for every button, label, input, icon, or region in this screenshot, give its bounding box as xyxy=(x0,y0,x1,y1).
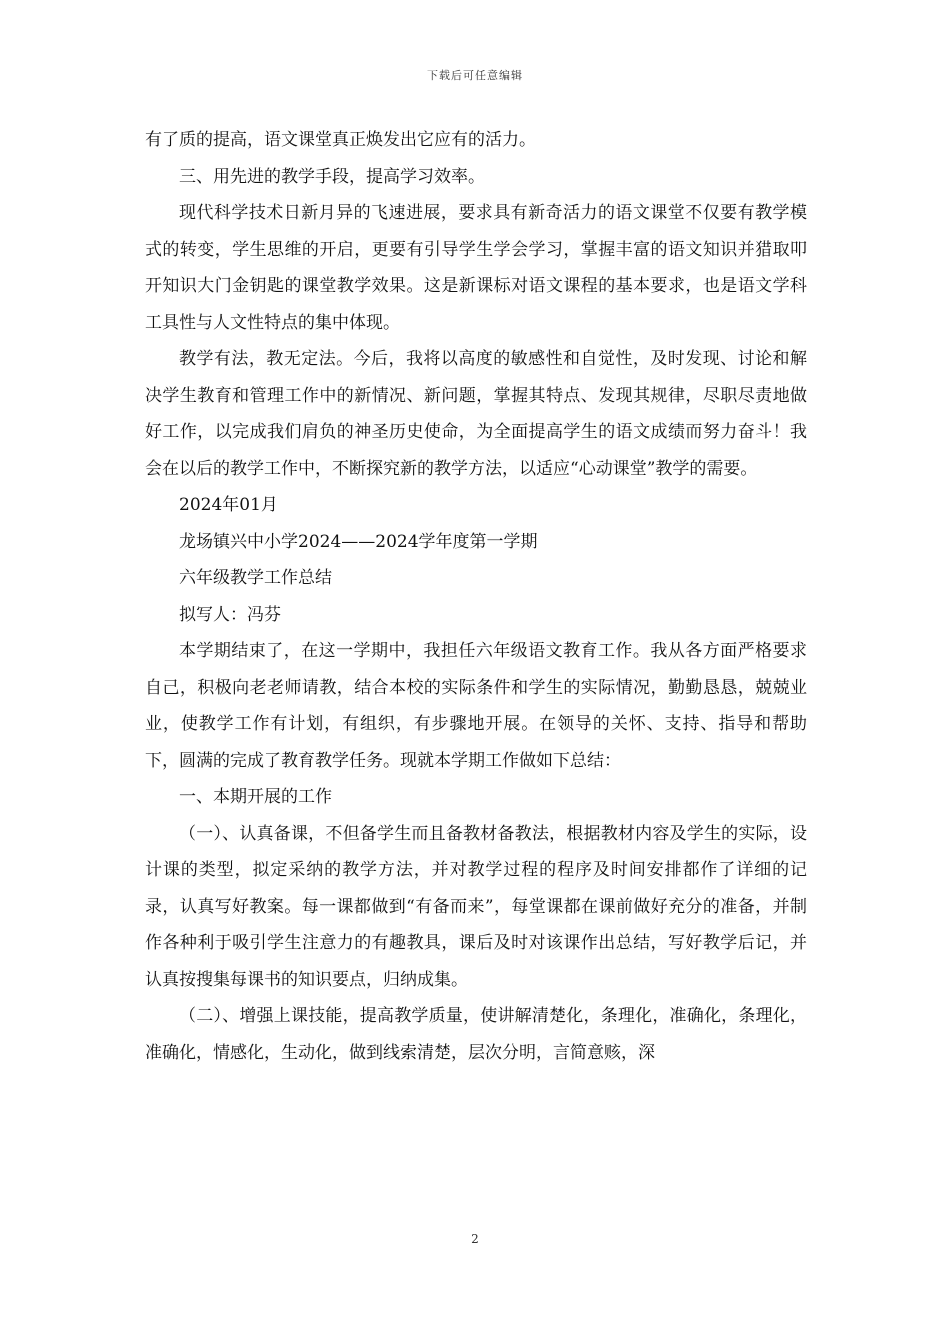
summary-title: 六年级教学工作总结 xyxy=(179,568,332,588)
section-heading-1: 一、本期开展的工作 xyxy=(179,787,332,807)
school-term-line: 龙场镇兴中小学2024——2024学年度第一学期 xyxy=(179,531,538,552)
paragraph-item-2: （二）、增强上课技能，提高教学质量，使讲解清楚化，条理化，准确化，条理化，准确化，情感化，生动化，做到线索清楚，层次分明，言简意赅，深 xyxy=(145,1006,807,1063)
date-line: 2024年01月 xyxy=(179,495,278,515)
page-number: 2 xyxy=(471,1232,479,1246)
page-header: 下载后可任意编辑 xyxy=(427,69,523,82)
section-heading-3: 三、用先进的教学手段，提高学习效率。 xyxy=(179,166,485,187)
paragraph-technology: 现代科学技术日新月异的飞速进展，要求具有新奇活力的语文课堂不仅要有教学模式的转变，学生思维的开启，更要有引导学生学会学习，掌握丰富的语文知识并猎取叩开知识大门金钥匙的课堂教学效果。这是新课标对语文课程的基本要求，也是语文学科工具性与人文性特点的集中体现。 xyxy=(145,203,807,333)
paragraph-intro: 本学期结束了，在这一学期中，我担任六年级语文教育工作。我从各方面严格要求自己，积极向老老师请教，结合本校的实际条件和学生的实际情况，勤勤恳恳，兢兢业业，使教学工作有计划，有组织，有步骤地开展。在领导的关怀、支持、指导和帮助下，圆满的完成了教育教学任务。现就本学期工作做如下总结： xyxy=(145,641,807,771)
document-body xyxy=(145,122,807,1071)
paragraph-continuation: 有了质的提高，语文课堂真正焕发出它应有的活力。 xyxy=(145,130,536,150)
paragraph-item-1: （一）、认真备课，不但备学生而且备教材备教法，根据教材内容及学生的实际，设计课的类型，拟定采纳的教学方法，并对教学过程的程序及时间安排都作了详细的记录，认真写好教案。每一课都做到“有备而来”，每堂课都在课前做好充分的准备，并制作各种利于吸引学生注意力的有趣教具，课后及时对该课作出总结，写好教学后记，并认真按搜集每课书的知识要点，归纳成集。 xyxy=(145,823,807,990)
paragraph-teaching-method: 教学有法，教无定法。今后，我将以高度的敏感性和自觉性，及时发现、讨论和解决学生教育和管理工作中的新情况、新问题，掌握其特点、发现其规律，尽职尽责地做好工作，以完成我们肩负的神圣历史使命，为全面提高学生的语文成绩而努力奋斗！我会在以后的教学工作中，不断探究新的教学方法，以适应“心动课堂”教学的需要。 xyxy=(145,349,807,479)
author-line: 拟写人：冯芬 xyxy=(179,604,281,625)
